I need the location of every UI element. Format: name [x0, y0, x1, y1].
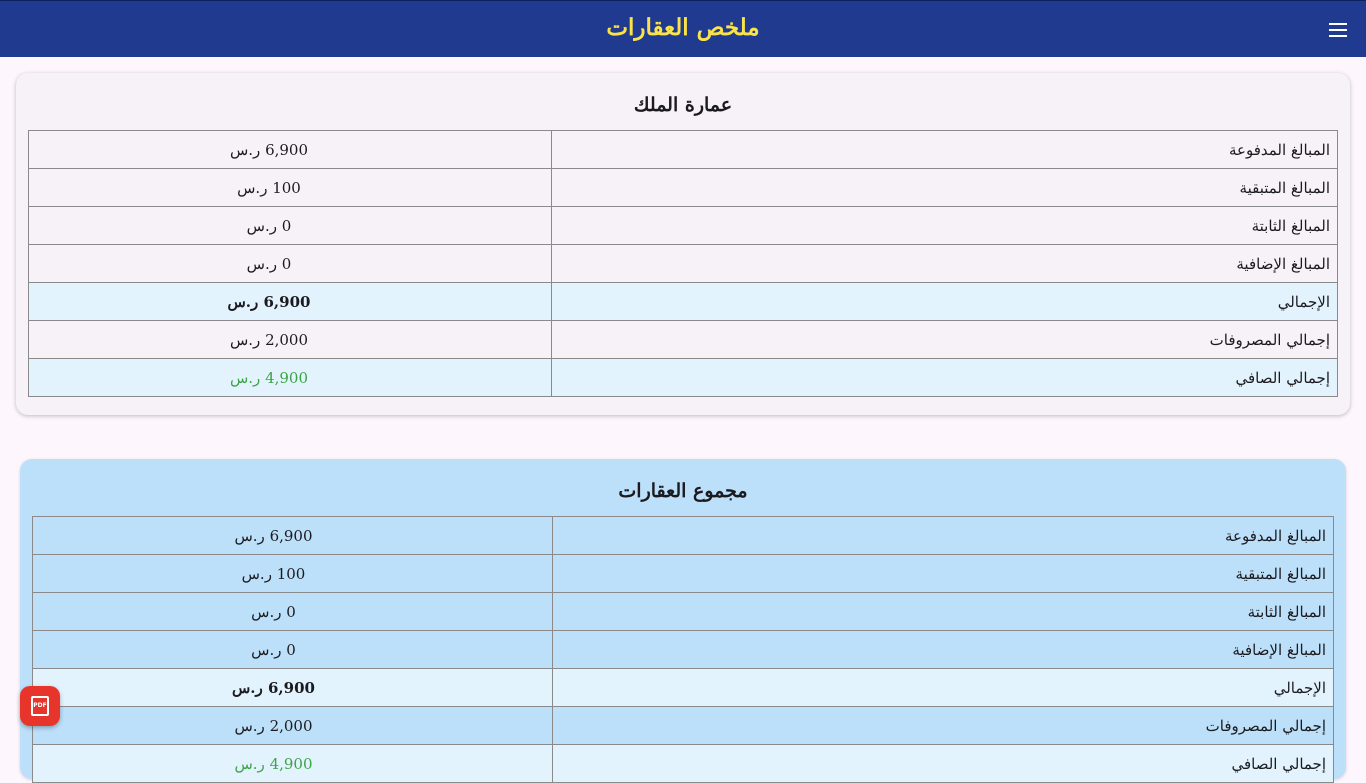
row-value-remaining: 100 ر.س	[241, 564, 306, 583]
table-row	[33, 707, 1334, 745]
table-row	[33, 555, 1334, 593]
totals-title: مجموع العقارات	[618, 480, 748, 502]
row-label-paid: المبالغ المدفوعة	[553, 517, 1334, 555]
table-row	[29, 359, 1338, 397]
row-label-additional: المبالغ الإضافية	[552, 245, 1338, 283]
row-label-additional: المبالغ الإضافية	[553, 631, 1334, 669]
table-row	[29, 245, 1338, 283]
row-value-net: 4,900 ر.س	[234, 754, 313, 773]
row-value-additional: 0 ر.س	[246, 254, 292, 273]
row-label-fixed: المبالغ الثابتة	[552, 207, 1338, 245]
row-value-paid: 6,900 ر.س	[229, 140, 309, 159]
row-value-expenses: 2,000 ر.س	[234, 716, 313, 735]
row-label-total: الإجمالي	[552, 283, 1338, 321]
pdf-icon: PDF	[31, 696, 49, 716]
row-value-total: 6,900 ر.س	[232, 678, 315, 697]
table-row	[29, 283, 1338, 321]
table-row	[33, 593, 1334, 631]
table-row	[29, 207, 1338, 245]
row-label-paid: المبالغ المدفوعة	[552, 131, 1338, 169]
row-label-expenses: إجمالي المصروفات	[553, 707, 1334, 745]
row-label-expenses: إجمالي المصروفات	[552, 321, 1338, 359]
totals-summary-table	[32, 516, 1334, 783]
table-row	[33, 517, 1334, 555]
export-pdf-button[interactable]	[20, 686, 60, 726]
row-value-net: 4,900 ر.س	[229, 368, 309, 387]
app-bar	[0, 0, 1366, 57]
table-row	[33, 745, 1334, 783]
totals-card	[20, 459, 1346, 779]
row-value-fixed: 0 ر.س	[251, 602, 296, 621]
table-row	[33, 631, 1334, 669]
table-row	[29, 131, 1338, 169]
row-label-net: إجمالي الصافي	[553, 745, 1334, 783]
row-value-total: 6,900 ر.س	[227, 292, 311, 311]
row-label-net: إجمالي الصافي	[552, 359, 1338, 397]
property-summary-table	[28, 130, 1338, 397]
row-label-fixed: المبالغ الثابتة	[553, 593, 1334, 631]
row-value-paid: 6,900 ر.س	[234, 526, 313, 545]
property-title: عمارة الملك	[633, 94, 733, 116]
row-value-fixed: 0 ر.س	[246, 216, 292, 235]
row-label-remaining: المبالغ المتبقية	[553, 555, 1334, 593]
row-value-expenses: 2,000 ر.س	[229, 330, 309, 349]
menu-icon[interactable]	[1326, 18, 1350, 42]
table-row	[29, 321, 1338, 359]
row-label-remaining: المبالغ المتبقية	[552, 169, 1338, 207]
table-row	[33, 669, 1334, 707]
page-title: ملخص العقارات	[606, 14, 760, 41]
table-row	[29, 169, 1338, 207]
row-value-additional: 0 ر.س	[251, 640, 296, 659]
property-card	[16, 73, 1350, 415]
row-value-remaining: 100 ر.س	[237, 178, 301, 197]
row-label-total: الإجمالي	[553, 669, 1334, 707]
